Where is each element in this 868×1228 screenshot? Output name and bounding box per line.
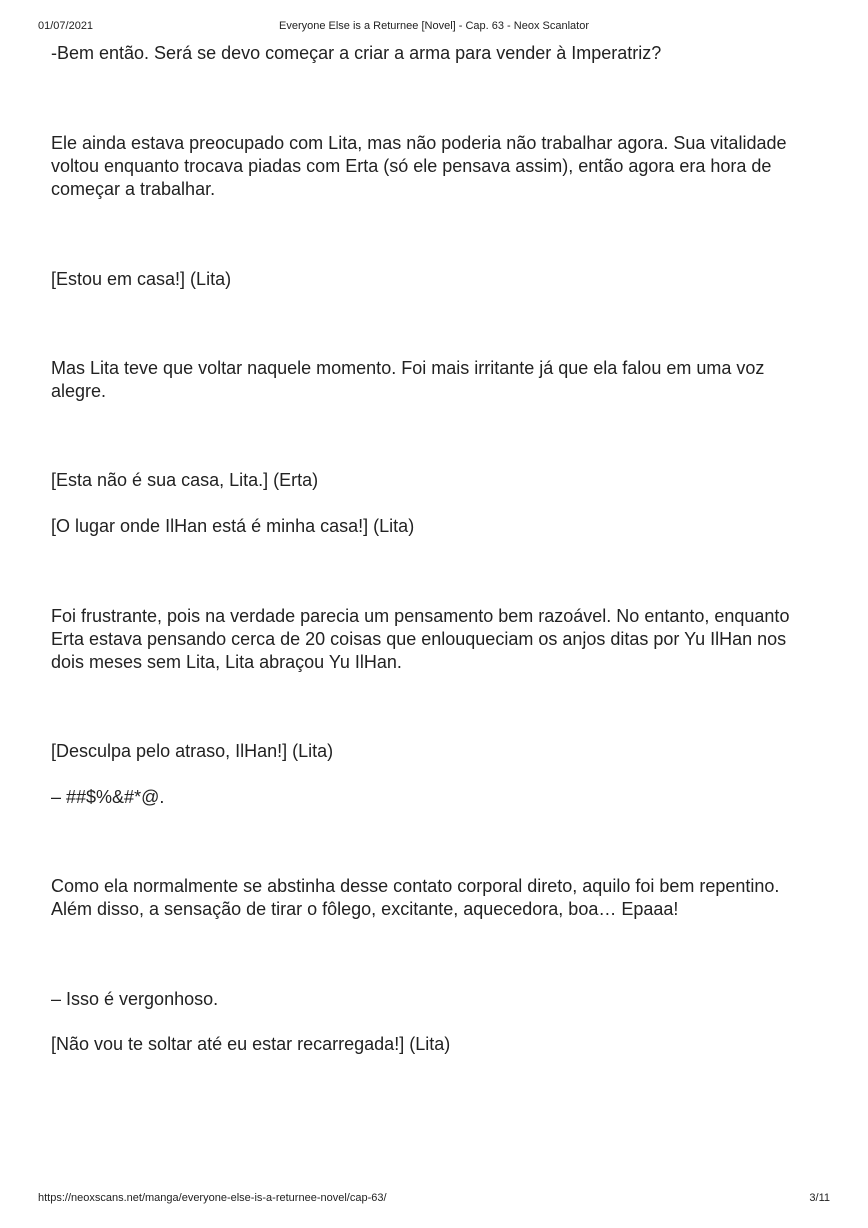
- paragraph: Como ela normalmente se abstinha desse contato corporal direto, aquilo foi bem repentino. Além disso, a sensação de tirar o fôlego, excitante, aquecedora, boa… Epaaa!: [51, 876, 780, 919]
- paragraph: – Isso é vergonhoso.: [51, 989, 219, 1009]
- paragraph: [Esta não é sua casa, Lita.] (Erta): [51, 470, 319, 490]
- page-number: 3/11: [809, 1192, 830, 1204]
- print-date: 01/07/2021: [38, 20, 94, 32]
- source-url: https://neoxscans.net/manga/everyone-else-is-a-returnee-novel/cap-63/: [38, 1192, 387, 1204]
- chapter-text: [51, 42, 811, 1056]
- paragraph: Mas Lita teve que voltar naquele momento. Foi mais irritante já que ela falou em uma voz alegre.: [51, 358, 765, 401]
- page-title: Everyone Else is a Returnee [Novel] - Cap. 63 - Neox Scanlator: [279, 20, 589, 32]
- paragraph: – ##$%&#*@.: [51, 787, 165, 807]
- paragraph: -Bem então. Será se devo começar a criar a arma para vender à Imperatriz?: [51, 43, 662, 63]
- paragraph: Foi frustrante, pois na verdade parecia um pensamento bem razoável. No entanto, enquanto Erta estava pensando cerca de 20 coisas que enlouqueciam os anjos ditas por Yu IlHan nos dois meses sem Lita, Lita abraçou Yu IlHan.: [51, 606, 790, 672]
- paragraph: Ele ainda estava preocupado com Lita, mas não poderia não trabalhar agora. Sua vitalidade voltou enquanto trocava piadas com Erta (só ele pensava assim), então agora era hora de começar a trabalhar.: [51, 133, 787, 199]
- paragraph: [Não vou te soltar até eu estar recarregada!] (Lita): [51, 1034, 451, 1054]
- paragraph: [Estou em casa!] (Lita): [51, 269, 232, 289]
- paragraph: [Desculpa pelo atraso, IlHan!] (Lita): [51, 741, 334, 761]
- paragraph: [O lugar onde IlHan está é minha casa!] (Lita): [51, 516, 415, 536]
